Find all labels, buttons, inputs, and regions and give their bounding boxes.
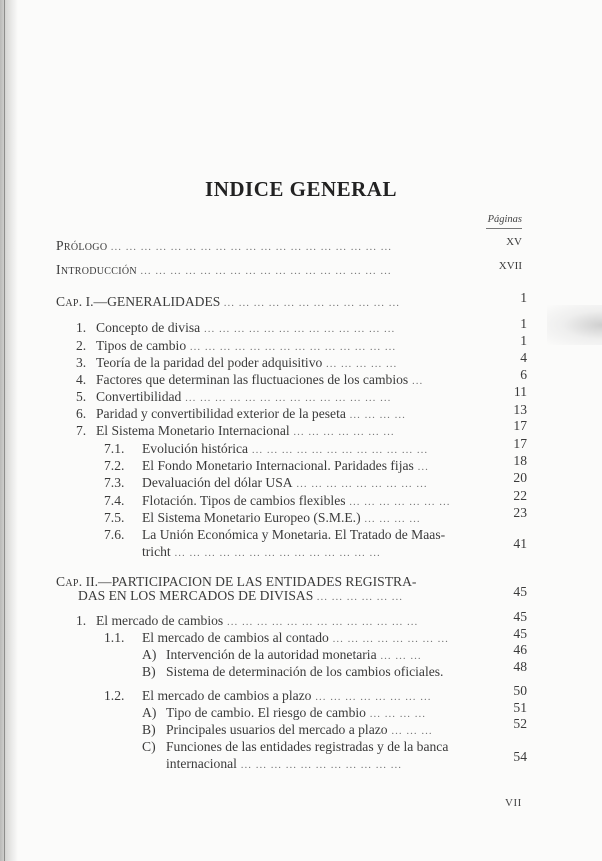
leader-dots: ... ... ... ... <box>345 409 406 421</box>
toc-entry[interactable] <box>142 688 431 704</box>
toc-entry[interactable] <box>142 493 451 509</box>
toc-entry-text: Paridad y convertibilidad exterior de la peseta <box>96 406 346 421</box>
toc-page: 13 <box>513 402 527 417</box>
toc-entry[interactable] <box>96 406 406 422</box>
toc-page: 6 <box>520 367 527 382</box>
leader-dots: ... ... ... ... ... ... ... ... ... ... ... ... ... ... ... ... ... <box>140 265 392 277</box>
toc-entry-text: Factores que determinan las fluctuaciones de los cambios <box>96 372 409 387</box>
toc-page: 18 <box>513 453 527 468</box>
toc-entry-number: 2. <box>76 338 87 353</box>
leader-dots: ... ... ... ... ... ... ... ... ... ... ... ... <box>248 444 429 456</box>
leader-dots: ... ... ... ... ... ... ... ... ... ... ... ... ... <box>200 323 396 335</box>
leader-dots: ... ... ... ... <box>360 513 421 525</box>
toc-entry-number: C) <box>142 739 156 754</box>
leader-dots: ... ... ... ... ... ... <box>316 591 403 603</box>
leader-dots: ... ... ... ... <box>365 708 426 720</box>
toc-entry-number: 4. <box>76 372 87 387</box>
toc-page: 52 <box>513 716 527 731</box>
toc-entry-number: 5. <box>76 389 87 404</box>
leader-dots: ... ... ... ... ... ... ... ... ... ... ... ... ... ... <box>181 392 392 404</box>
leader-dots: ... <box>413 461 429 473</box>
pages-column-label: Páginas <box>487 214 522 225</box>
leader-dots: ... ... ... ... ... ... ... <box>345 496 451 508</box>
toc-entry[interactable] <box>96 338 396 354</box>
toc-entry-text: La Unión Económica y Monetaria. El Tratado de Maas- <box>142 527 446 542</box>
leader-dots: ... ... ... <box>376 650 422 662</box>
book-gutter-line <box>4 0 5 861</box>
leader-dots: ... ... ... ... ... ... ... ... ... ... ... <box>236 759 402 771</box>
toc-page: 1 <box>520 290 527 305</box>
leader-dots: ... ... ... ... ... ... ... ... ... <box>292 478 428 490</box>
toc-page-prologo: XV <box>506 236 522 248</box>
toc-entry[interactable] <box>166 664 443 680</box>
toc-entry-number: 7.6. <box>104 527 125 542</box>
toc-entry-continued[interactable] <box>142 544 381 560</box>
toc-entry[interactable] <box>142 510 421 526</box>
toc-entry-text: Concepto de divisa <box>96 320 201 335</box>
toc-page: 11 <box>513 384 527 399</box>
toc-entry[interactable] <box>142 630 449 646</box>
leader-dots: ... <box>408 375 424 387</box>
toc-page: 45 <box>513 584 527 599</box>
toc-entry-continued[interactable] <box>166 756 402 772</box>
toc-entry-text: Flotación. Tipos de cambios flexibles <box>142 493 346 508</box>
toc-page: 50 <box>513 683 527 698</box>
toc-entry-number: 7.1. <box>104 441 125 456</box>
toc-entry-text: El Sistema Monetario Internacional <box>96 423 290 438</box>
toc-entry-number: 1.2. <box>104 688 125 703</box>
page-title: INDICE GENERAL <box>205 177 397 201</box>
chapter-title: PARTICIPACION DE LAS ENTIDADES REGISTRA- <box>111 574 417 589</box>
toc-entry-number: 1. <box>76 320 87 335</box>
toc-chapter-1[interactable]: CAP. I.—GENERALIDADES ... ... ... ... ... ... ... ... ... ... ... ... <box>56 294 401 309</box>
toc-entry-text: Evolución histórica <box>142 441 249 456</box>
toc-entry-text: Teoría de la paridad del poder adquisitivo <box>96 355 323 370</box>
toc-entry-text: El Fondo Monetario Internacional. Paridades fijas <box>142 458 414 473</box>
leader-dots: ... ... ... ... ... ... ... ... ... ... ... ... ... ... <box>186 341 397 353</box>
toc-entry-number: 1. <box>76 613 87 628</box>
toc-entry-text: Principales usuarios del mercado a plazo <box>166 722 388 737</box>
leader-dots: ... ... ... ... ... ... ... <box>289 426 395 438</box>
toc-entry-number: 7.3. <box>104 475 125 490</box>
chapter-title-continued: DAS EN LOS MERCADOS DE DIVISAS <box>78 588 314 603</box>
toc-page-introduccion: XVII <box>498 260 522 272</box>
toc-entry[interactable] <box>96 389 391 405</box>
toc-entry-text: Tipos de cambio <box>96 338 187 353</box>
toc-entry[interactable] <box>96 355 397 371</box>
leader-dots: ... ... ... ... ... ... ... ... ... ... ... ... <box>223 297 401 309</box>
toc-entry-prologo[interactable]: PRÓLOGO ... ... ... ... ... ... ... ... ... ... ... ... ... ... ... ... ... ... ... <box>56 238 392 253</box>
toc-entry[interactable] <box>96 372 423 388</box>
toc-page: 17 <box>513 436 527 451</box>
toc-entry[interactable] <box>142 441 428 457</box>
scan-smudge <box>547 305 602 345</box>
toc-entry[interactable] <box>166 705 426 721</box>
toc-chapter-2[interactable]: CAP. II.—PARTICIPACION DE LAS ENTIDADES REGISTRA- <box>56 574 417 589</box>
toc-entry[interactable] <box>142 475 428 491</box>
toc-entry[interactable] <box>142 458 429 474</box>
toc-entry[interactable] <box>96 320 395 336</box>
toc-page: 1 <box>520 333 527 348</box>
toc-page: 45 <box>513 626 527 641</box>
toc-entry-number: 7. <box>76 423 87 438</box>
leader-dots: ... ... ... ... ... ... ... ... ... ... ... ... ... ... <box>170 547 381 559</box>
leader-dots: ... ... ... ... ... ... ... ... ... ... ... ... ... <box>223 616 419 628</box>
toc-entry-number: 1.1. <box>104 630 125 645</box>
toc-entry-text: El mercado de cambios al contado <box>142 630 329 645</box>
toc-entry-text: Sistema de determinación de los cambios oficiales. <box>166 664 444 679</box>
toc-entry[interactable] <box>166 739 448 755</box>
toc-page: 51 <box>513 700 527 715</box>
toc-entry[interactable] <box>96 613 418 629</box>
toc-entry-text: El mercado de cambios <box>96 613 224 628</box>
toc-entry-text: Funciones de las entidades registradas y de la banca <box>166 739 449 754</box>
leader-dots: ... ... ... ... ... ... ... ... ... ... ... ... ... ... ... ... ... ... ... <box>110 241 392 253</box>
page-folio: VII <box>505 797 522 809</box>
toc-entry-number: B) <box>142 722 156 737</box>
toc-entry-text: Intervención de la autoridad monetaria <box>166 647 377 662</box>
toc-entry-text: El mercado de cambios a plazo <box>142 688 312 703</box>
toc-page: 22 <box>513 488 527 503</box>
toc-entry-number: 7.4. <box>104 493 125 508</box>
toc-page: 48 <box>513 659 527 674</box>
toc-page: 4 <box>520 350 527 365</box>
toc-entry-number: 3. <box>76 355 87 370</box>
toc-entry-text-continued: tricht <box>142 544 171 559</box>
toc-entry-text: El Sistema Monetario Europeo (S.M.E.) <box>142 510 361 525</box>
toc-page: 46 <box>513 642 527 657</box>
chapter-title: GENERALIDADES <box>107 294 221 309</box>
toc-entry-number: 7.2. <box>104 458 125 473</box>
toc-page: 20 <box>513 470 527 485</box>
toc-entry[interactable] <box>166 647 422 663</box>
toc-entry[interactable] <box>166 722 433 738</box>
leader-dots: ... ... ... <box>387 725 433 737</box>
toc-entry-text: Tipo de cambio. El riesgo de cambio <box>166 705 366 720</box>
leader-dots: ... ... ... ... ... <box>322 358 398 370</box>
toc-entry-number: A) <box>142 705 157 720</box>
toc-page: 17 <box>513 418 527 433</box>
toc-entry-number: 6. <box>76 406 87 421</box>
toc-page: 45 <box>513 609 527 624</box>
toc-page: 54 <box>513 749 527 764</box>
toc-entry-text: Devaluación del dólar USA <box>142 475 293 490</box>
toc-entry-number: A) <box>142 647 157 662</box>
toc-chapter-2-continued[interactable] <box>78 588 403 604</box>
toc-entry[interactable] <box>142 527 445 543</box>
toc-entry-text-continued: internacional <box>166 756 237 771</box>
toc-entry-introduccion[interactable]: INTRODUCCIÓN ... ... ... ... ... ... ... ... ... ... ... ... ... ... ... ... ... <box>56 262 392 277</box>
toc-page: 1 <box>520 316 527 331</box>
book-spine-shadow <box>0 0 18 861</box>
toc-entry-text: Convertibilidad <box>96 389 182 404</box>
leader-dots: ... ... ... ... ... ... ... ... <box>328 633 449 645</box>
toc-entry-number: 7.5. <box>104 510 125 525</box>
leader-dots: ... ... ... ... ... ... ... ... <box>311 691 432 703</box>
pages-label-rule <box>486 228 522 229</box>
toc-page: 23 <box>513 505 527 520</box>
toc-entry-number: B) <box>142 664 156 679</box>
toc-page: 41 <box>513 536 527 551</box>
toc-entry[interactable] <box>96 423 395 439</box>
